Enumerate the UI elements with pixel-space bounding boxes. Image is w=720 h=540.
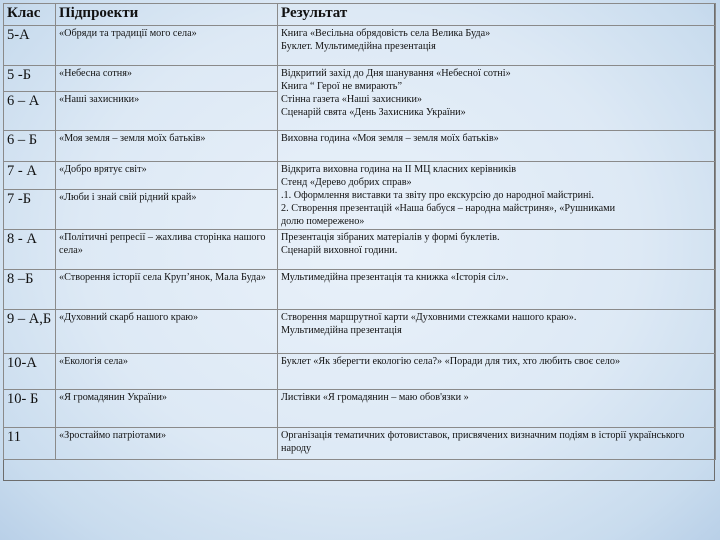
subproject-cell — [56, 131, 278, 162]
result-cell — [278, 131, 716, 162]
result-line: Стенд «Дерево добрих справ» — [281, 177, 412, 188]
result-line: Відкрита виховна година на ІІ МЦ класних керівників — [281, 164, 517, 175]
result-cell — [278, 428, 716, 460]
result-line: Буклет. Мультимедійна презентація — [281, 41, 436, 52]
class-cell: 5 -Б — [4, 66, 56, 92]
table-row — [4, 66, 716, 92]
header-subprojects: Підпроекти — [56, 4, 278, 26]
result-cell — [278, 26, 716, 66]
subproject-cell — [56, 26, 278, 66]
subproject-text: «Моя земля – земля моїх батьків» — [59, 133, 206, 144]
result-cell — [278, 162, 716, 230]
result-line: .1. Оформлення виставки та звіту про екскурсію до народної майстрині. — [281, 190, 594, 201]
result-cell — [278, 270, 716, 310]
table-row — [4, 354, 716, 390]
class-cell: 10- Б — [4, 390, 56, 428]
subproject-text: «Небесна сотня» — [59, 68, 133, 79]
result-line: Відкритий захід до Дня шанування «Небесної сотні» — [281, 68, 511, 79]
class-cell: 11 — [4, 428, 56, 460]
subproject-cell — [56, 428, 278, 460]
class-cell: 5-А — [4, 26, 56, 66]
subproject-text: «Я громадянин України» — [59, 392, 167, 403]
subproject-cell — [56, 66, 278, 92]
result-line: Книга «Весільна обрядовість села Велика Буда» — [281, 28, 491, 39]
result-line: 2. Створення презентацій «Наша бабуся – народна майстриня», «Рушниками — [281, 203, 616, 214]
header-row — [4, 4, 716, 26]
result-line: Книга “ Герої не вмирають” — [281, 81, 402, 92]
subproject-cell — [56, 310, 278, 354]
table-row — [4, 310, 716, 354]
table-row — [4, 270, 716, 310]
result-line: Організація тематичних фотовиставок, присвячених визначним подіям в історії українського народу — [281, 430, 685, 454]
result-line: Сценарій свята «День Захисника України» — [281, 107, 466, 118]
class-cell: 8 –Б — [4, 270, 56, 310]
table-row — [4, 26, 716, 66]
result-line: Буклет «Як зберегти екологію села?» «Поради для тих, хто любить своє село» — [281, 356, 621, 367]
class-cell: 8 - А — [4, 230, 56, 270]
result-cell — [278, 354, 716, 390]
result-cell — [278, 230, 716, 270]
subproject-text: «Наші захисники» — [59, 94, 140, 105]
result-line: Виховна година «Моя земля – земля моїх батьків» — [281, 133, 499, 144]
result-cell — [278, 390, 716, 428]
subproject-text: «Добро врятує світ» — [59, 164, 147, 175]
subproject-cell — [56, 92, 278, 131]
result-line: Мультимедійна презентація — [281, 325, 402, 336]
subproject-text: «Обряди та традиції мого села» — [59, 28, 197, 39]
result-line: Створення маршрутної карти «Духовними стежками нашого краю». — [281, 312, 577, 323]
subproject-text: «Зростаймо патріотами» — [59, 430, 167, 441]
header-result: Результат — [278, 4, 716, 26]
class-cell: 7 - А — [4, 162, 56, 190]
result-line: Мультимедійна презентація та книжка «Історія сіл». — [281, 272, 509, 283]
subproject-text: «Люби і знай свій рідний край» — [59, 192, 197, 203]
table-row — [4, 162, 716, 190]
result-line: Листівки «Я громадянин – маю обов'язки » — [281, 392, 469, 403]
result-line: Презентація зібраних матеріалів у формі буклетів. — [281, 232, 500, 243]
subproject-cell — [56, 354, 278, 390]
table-row — [4, 428, 716, 460]
table-row — [4, 230, 716, 270]
header-class: Клас — [4, 4, 56, 26]
class-cell: 6 – А — [4, 92, 56, 131]
result-line: долю помережено» — [281, 216, 365, 227]
slide-background-bottom — [0, 482, 720, 540]
result-cell — [278, 66, 716, 131]
class-cell: 9 – А,Б — [4, 310, 56, 354]
class-cell: 7 -Б — [4, 190, 56, 230]
subproject-text: «Духовний скарб нашого краю» — [59, 312, 199, 323]
result-line: Стінна газета «Наші захисники» — [281, 94, 423, 105]
table-row — [4, 390, 716, 428]
subproject-cell — [56, 390, 278, 428]
projects-table — [3, 3, 716, 460]
result-cell — [278, 310, 716, 354]
table-row — [4, 131, 716, 162]
subproject-cell — [56, 230, 278, 270]
class-cell: 6 – Б — [4, 131, 56, 162]
result-line: Сценарій виховної години. — [281, 245, 398, 256]
subproject-cell — [56, 162, 278, 190]
class-cell: 10-А — [4, 354, 56, 390]
subproject-cell — [56, 190, 278, 230]
subproject-text: «Створення історії села Круп’янок, Мала Буда» — [59, 272, 266, 283]
subproject-text: «Екологія села» — [59, 356, 128, 367]
subproject-text: «Політичні репресії – жахлива сторінка нашого села» — [59, 232, 266, 256]
subproject-cell — [56, 270, 278, 310]
